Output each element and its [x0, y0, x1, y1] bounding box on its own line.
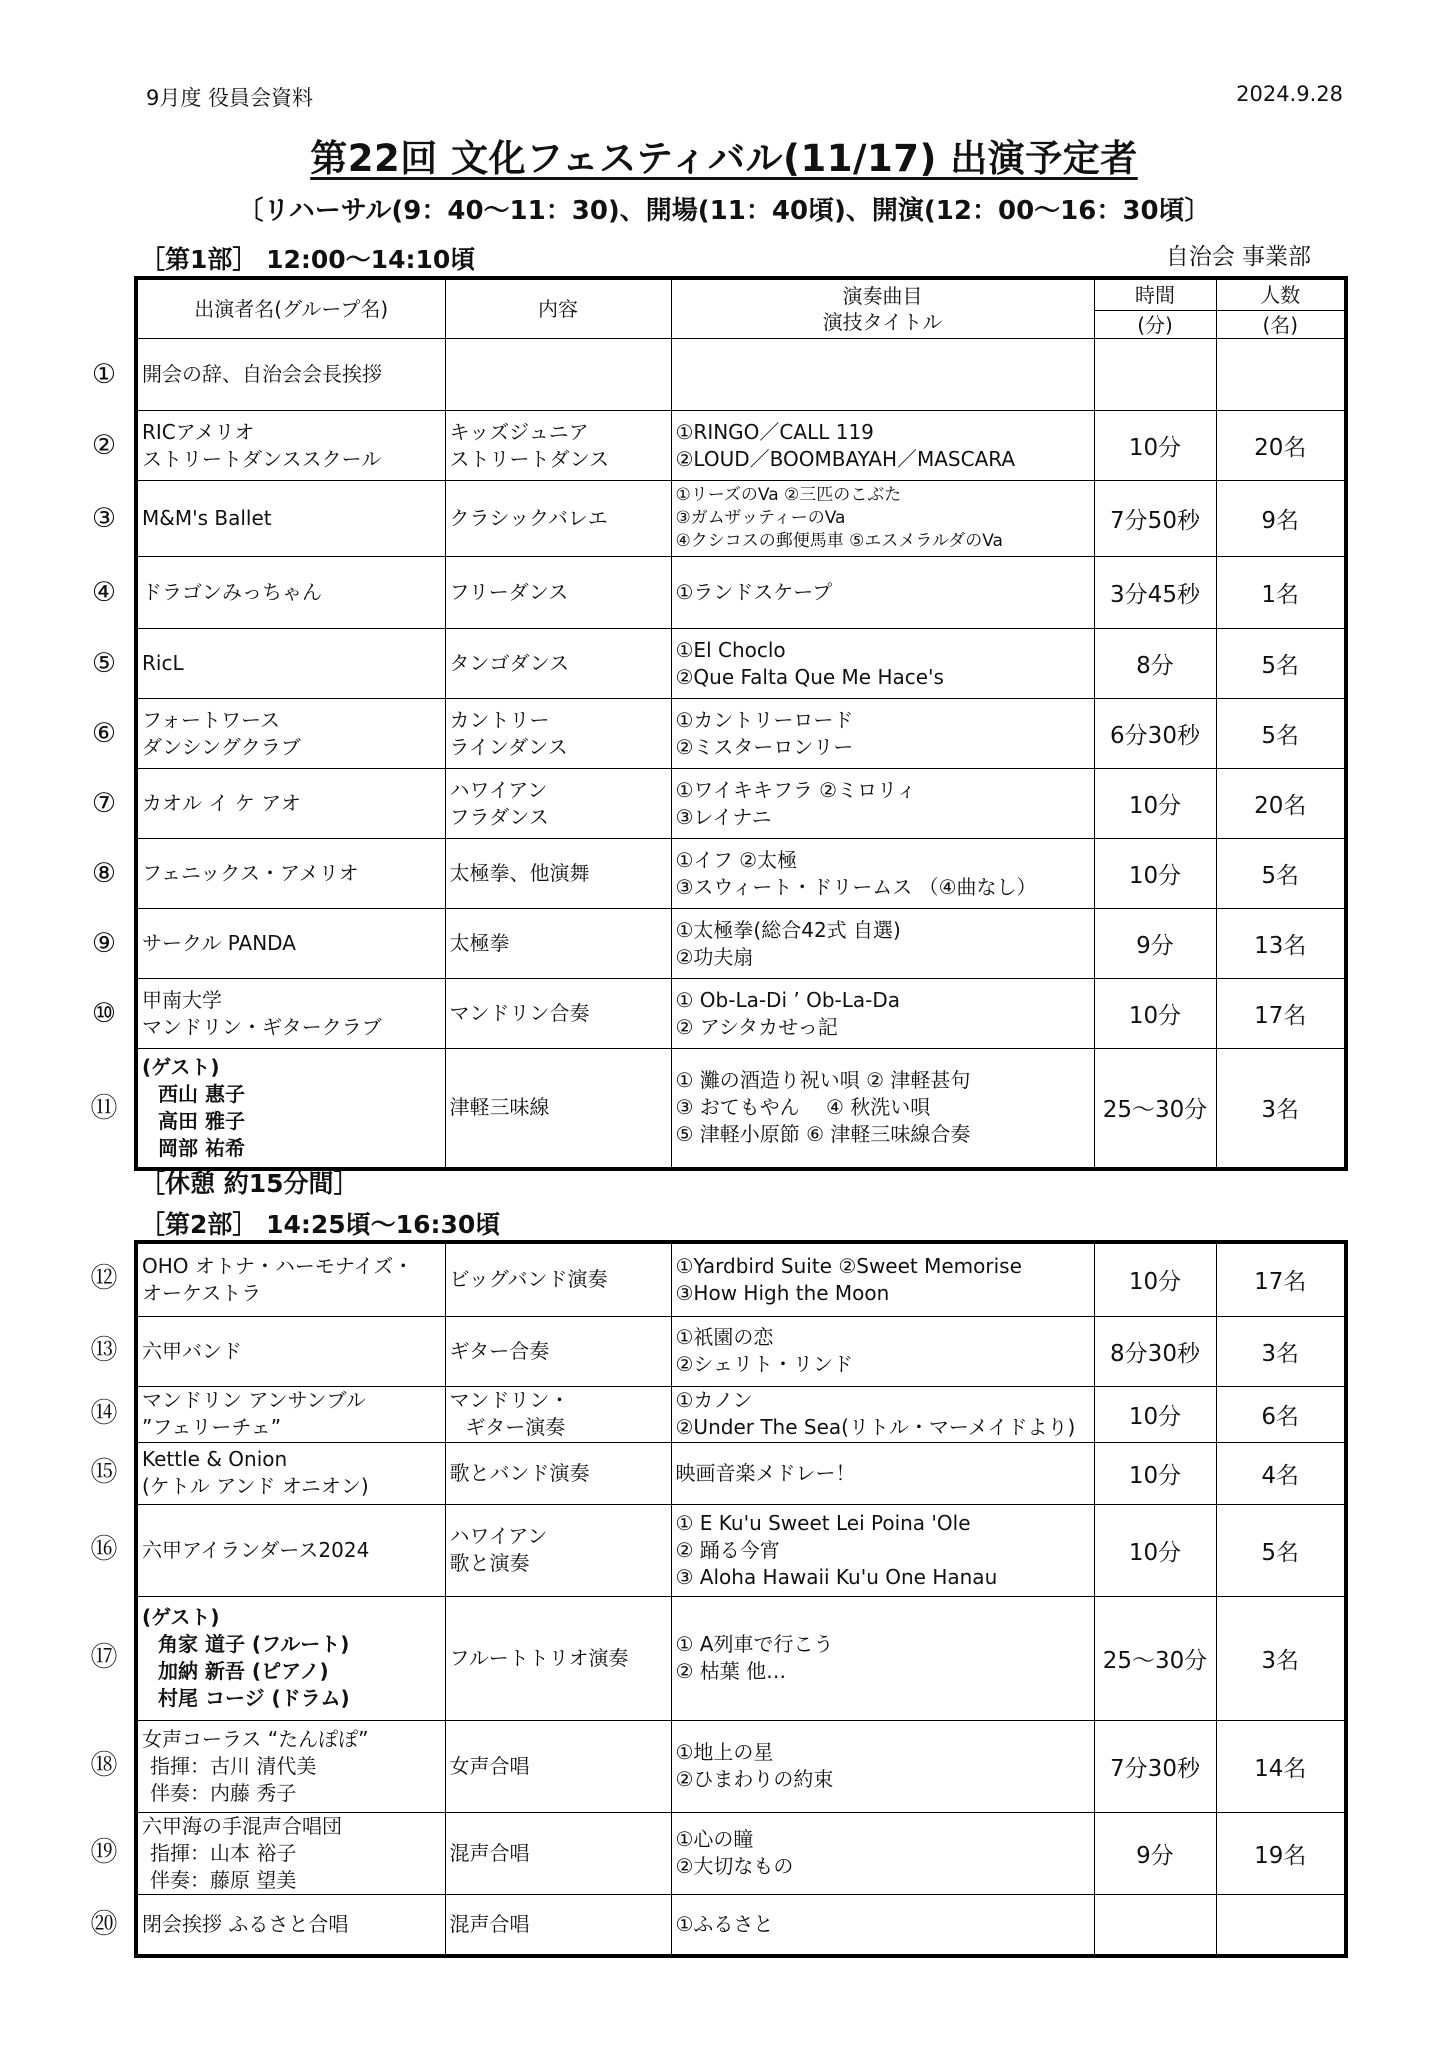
performer-cell [136, 1386, 445, 1442]
songs-cell [671, 839, 1094, 909]
cont-line: ラインダンス [449, 734, 568, 759]
perf-line: 六甲海の手混声合唱団 [142, 1813, 342, 1838]
perf-line: 指揮：山本 裕子 [150, 1840, 297, 1865]
time-cell: 10分 [1094, 1242, 1216, 1316]
time-cell: 9分 [1094, 1812, 1216, 1894]
table-row [136, 1316, 1346, 1386]
time-cell: 3分45秒 [1094, 557, 1216, 629]
cont-line: フリーダンス [449, 580, 569, 604]
time-cell: 8分30秒 [1094, 1316, 1216, 1386]
time-cell: 7分50秒 [1094, 481, 1216, 557]
song-line: ③ Aloha Hawaii Ku'u One Hanau [675, 1564, 998, 1589]
time-cell [1094, 339, 1216, 411]
time-cell: 6分30秒 [1094, 699, 1216, 769]
song-line: ①El Choclo [675, 637, 786, 662]
perf-line: 開会の辞、自治会会長挨拶 [142, 362, 382, 386]
cont-line: 混声合唱 [449, 1840, 530, 1865]
song-line: ① E Ku'u Sweet Lei Poina 'Ole [675, 1510, 971, 1535]
row-number: ⑩ [91, 997, 117, 1029]
performer-cell [136, 699, 445, 769]
perf-line: サークル PANDA [142, 931, 296, 955]
perf-line: (ケトル アンド オニオン) [142, 1474, 369, 1498]
cont-line: ビッグバンド演奏 [449, 1267, 608, 1292]
people-cell: 13名 [1216, 909, 1346, 979]
part1-table [134, 276, 1348, 1171]
cont-line: 太極拳、他演舞 [449, 861, 590, 885]
song-line: ③ガムザッティーのVa [675, 508, 846, 528]
perf-line: 村尾 コージ (ドラム) [158, 1686, 350, 1710]
table-row [136, 1386, 1346, 1442]
perf-line: マンドリン・ギタークラブ [142, 1014, 382, 1039]
time-cell: 10分 [1094, 979, 1216, 1049]
table-row [136, 909, 1346, 979]
table-row [136, 1242, 1346, 1316]
songs-cell [671, 1596, 1094, 1720]
cont-line: クラシックバレエ [449, 506, 608, 530]
content-cell [445, 909, 671, 979]
table-row [136, 411, 1346, 481]
performer-cell [136, 909, 445, 979]
content-cell [445, 769, 671, 839]
songs-cell [671, 1442, 1094, 1504]
people-cell: 6名 [1216, 1386, 1346, 1442]
row-number: ⑥ [91, 717, 117, 749]
table-header-row [136, 278, 1346, 311]
department-label: 自治会 事業部 [1165, 244, 1311, 270]
people-cell: 3名 [1216, 1316, 1346, 1386]
perf-line: 六甲アイランダース2024 [142, 1537, 370, 1562]
part2-table [134, 1240, 1348, 1958]
song-line: ①カントリーロード [675, 707, 854, 732]
time-cell: 7分30秒 [1094, 1720, 1216, 1812]
song-line: ⑤ 津軽小原節 ⑥ 津軽三味線合奏 [675, 1122, 971, 1147]
table-row [136, 557, 1346, 629]
row-number: ⑫ [90, 1263, 118, 1294]
cont-line: フルートトリオ演奏 [449, 1645, 629, 1670]
perf-line: RicL [142, 651, 184, 675]
cont-line: フラダンス [449, 804, 549, 829]
row-number: ⑧ [91, 857, 117, 889]
cont-line: マンドリン合奏 [449, 1001, 590, 1025]
col-header-people: 人数 [1216, 278, 1346, 311]
table-row [136, 1504, 1346, 1596]
song-line: ②LOUD／BOOMBAYAH／MASCARA [675, 446, 1016, 471]
cont-line: カントリー [449, 707, 550, 732]
col-header-songs-line2: 演技タイトル [822, 310, 943, 334]
song-line: ③スウィート・ドリームス （④曲なし） [675, 874, 1037, 899]
people-cell: 9名 [1216, 481, 1346, 557]
perf-line: 伴奏：内藤 秀子 [150, 1780, 297, 1805]
content-cell [445, 1442, 671, 1504]
cont-line: マンドリン・ [449, 1388, 570, 1412]
perf-line: Kettle & Onion [142, 1447, 288, 1471]
row-number: ⑤ [91, 647, 117, 679]
people-cell: 3名 [1216, 1596, 1346, 1720]
songs-cell [671, 1720, 1094, 1812]
people-cell: 17名 [1216, 1242, 1346, 1316]
schedule-subtitle: 〔リハーサル(9：40～11：30)、開場(11：40頃)、開演(12：00～16：30頃〕 [237, 196, 1211, 226]
perf-line: 高田 雅子 [158, 1108, 245, 1133]
cont-line: ハワイアン [449, 1524, 548, 1548]
row-number: ⑱ [90, 1750, 118, 1781]
people-cell: 3名 [1216, 1049, 1346, 1169]
time-cell: 10分 [1094, 1386, 1216, 1442]
performer-cell [136, 339, 445, 411]
table-row [136, 1812, 1346, 1894]
song-line: ①Yardbird Suite ②Sweet Memorise [675, 1253, 1022, 1278]
content-cell [445, 629, 671, 699]
content-cell [445, 1596, 671, 1720]
content-cell [445, 557, 671, 629]
cont-line: タンゴダンス [449, 651, 570, 675]
table-row [136, 629, 1346, 699]
content-cell [445, 1242, 671, 1316]
part2-label: ［第2部］ 14:25頃～16:30頃 [140, 1210, 501, 1239]
song-line: ②功夫扇 [675, 944, 754, 969]
time-cell: 10分 [1094, 411, 1216, 481]
songs-cell [671, 1316, 1094, 1386]
perf-line: 指揮：古川 清代美 [150, 1753, 317, 1778]
performer-cell [136, 1720, 445, 1812]
performer-cell [136, 411, 445, 481]
perf-line: OHO オトナ・ハーモナイズ・ [142, 1253, 414, 1278]
col-header-songs-line1: 演奏曲目 [842, 284, 923, 308]
perf-line: 閉会挨拶 ふるさと合唱 [142, 1911, 349, 1936]
content-cell [445, 1386, 671, 1442]
people-cell: 5名 [1216, 699, 1346, 769]
content-cell [445, 1720, 671, 1812]
table-row [136, 769, 1346, 839]
part1-label: ［第1部］ 12:00～14:10頃 [140, 245, 476, 274]
song-line: ①RINGO／CALL 119 [675, 419, 874, 444]
song-line: ①太極拳(総合42式 自選) [675, 917, 901, 942]
cont-line: ハワイアン [449, 777, 548, 802]
row-number: ⑳ [90, 1909, 118, 1940]
time-cell: 9分 [1094, 909, 1216, 979]
cont-line: ストリートダンス [449, 446, 610, 471]
col-header-time-unit: (分) [1094, 311, 1216, 339]
people-cell [1216, 1894, 1346, 1956]
song-line: ②Que Falta Que Me Hace's [675, 664, 944, 689]
table-row [136, 1442, 1346, 1504]
cont-line: 歌とバンド演奏 [449, 1460, 590, 1485]
perf-line: ドラゴンみっちゃん [142, 580, 322, 604]
content-cell [445, 1316, 671, 1386]
content-cell [445, 1812, 671, 1894]
people-cell: 1名 [1216, 557, 1346, 629]
song-line: ②Under The Sea(リトル・マーメイドより) [675, 1415, 1076, 1439]
people-cell: 5名 [1216, 839, 1346, 909]
col-header-people-unit: (名) [1216, 311, 1346, 339]
content-cell [445, 339, 671, 411]
content-cell [445, 1504, 671, 1596]
song-line: ①ランドスケープ [675, 580, 833, 604]
songs-cell [671, 557, 1094, 629]
people-cell [1216, 339, 1346, 411]
cont-line: ギター演奏 [465, 1415, 566, 1439]
song-line: ③レイナニ [675, 804, 772, 829]
cont-line: 津軽三味線 [449, 1095, 550, 1120]
perf-line: M&M's Ballet [142, 506, 272, 530]
perf-line: オーケストラ [142, 1280, 262, 1305]
row-number: ⑪ [90, 1092, 118, 1124]
song-line: ① A列車で行こう [675, 1632, 834, 1656]
row-number: ③ [91, 502, 117, 534]
song-line: ①地上の星 [675, 1740, 774, 1764]
performer-cell [136, 1894, 445, 1956]
table-row [136, 481, 1346, 557]
performer-cell [136, 979, 445, 1049]
document-date: 2024.9.28 [1236, 82, 1343, 106]
song-line: ②大切なもの [675, 1854, 794, 1878]
people-cell: 14名 [1216, 1720, 1346, 1812]
people-cell: 5名 [1216, 629, 1346, 699]
people-cell: 5名 [1216, 1504, 1346, 1596]
performer-cell [136, 1242, 445, 1316]
song-line: ②ひまわりの約束 [675, 1767, 834, 1791]
perf-line: カオル イ ケ アオ [142, 791, 301, 815]
people-cell: 20名 [1216, 769, 1346, 839]
songs-cell [671, 339, 1094, 411]
song-line: ①イフ ②太極 [675, 847, 798, 872]
song-line: ①祇園の恋 [675, 1325, 774, 1349]
table-row [136, 839, 1346, 909]
row-number: ② [91, 429, 117, 461]
table-row [136, 1894, 1346, 1956]
perf-line: 西山 惠子 [158, 1081, 245, 1106]
time-cell: 10分 [1094, 839, 1216, 909]
row-number: ⑬ [90, 1335, 118, 1366]
song-line: ①心の瞳 [675, 1827, 754, 1851]
songs-cell [671, 699, 1094, 769]
song-line: ③ おてもやん ④ 秋洗い唄 [675, 1095, 931, 1120]
row-number: ⑰ [90, 1642, 118, 1673]
perf-line: 岡部 祐希 [158, 1135, 245, 1160]
people-cell: 4名 [1216, 1442, 1346, 1504]
row-number: ④ [91, 576, 117, 608]
songs-cell [671, 1504, 1094, 1596]
song-line: ② 枯葉 他… [675, 1659, 787, 1683]
performer-cell [136, 557, 445, 629]
time-cell: 10分 [1094, 769, 1216, 839]
song-line: ④クシコスの郵便馬車 ⑤エスメラルダのVa [675, 531, 1003, 551]
perf-line: 甲南大学 [142, 987, 222, 1012]
col-header-performer: 出演者名(グループ名) [136, 278, 445, 339]
song-line: ①カノン [675, 1388, 753, 1412]
perf-line: 六甲バンド [142, 1338, 242, 1363]
songs-cell [671, 629, 1094, 699]
performer-cell [136, 1442, 445, 1504]
song-line: ①ふるさと [675, 1911, 774, 1936]
performer-cell [136, 769, 445, 839]
song-line: ③How High the Moon [675, 1280, 890, 1305]
songs-cell [671, 909, 1094, 979]
songs-cell [671, 769, 1094, 839]
row-number: ⑨ [91, 927, 117, 959]
performer-cell [136, 1596, 445, 1720]
perf-line: 伴奏：藤原 望美 [150, 1867, 297, 1892]
performer-cell [136, 1504, 445, 1596]
time-cell: 8分 [1094, 629, 1216, 699]
cont-line: 太極拳 [449, 931, 510, 955]
song-line: ①リーズのVa ②三匹のこぶた [675, 485, 902, 505]
performer-cell [136, 839, 445, 909]
row-number: ⑯ [90, 1534, 118, 1565]
perf-line: ダンシングクラブ [142, 734, 301, 759]
perf-line: 女声コーラス “たんぽぽ” [142, 1726, 369, 1751]
table-row [136, 699, 1346, 769]
performer-cell [136, 1812, 445, 1894]
time-cell: 25～30分 [1094, 1596, 1216, 1720]
people-cell: 19名 [1216, 1812, 1346, 1894]
row-number: ⑲ [90, 1837, 118, 1868]
time-cell: 25～30分 [1094, 1049, 1216, 1169]
perf-line: (ゲスト) [142, 1605, 220, 1629]
break-label: ［休憩 約15分間］ [140, 1169, 359, 1198]
content-cell [445, 839, 671, 909]
content-cell [445, 481, 671, 557]
table-row [136, 979, 1346, 1049]
performer-cell [136, 1316, 445, 1386]
row-number: ⑦ [91, 787, 117, 819]
performer-cell [136, 481, 445, 557]
cont-line: 女声合唱 [449, 1753, 530, 1778]
song-line: ①ワイキキフラ ②ミロリィ [675, 777, 917, 802]
people-cell: 20名 [1216, 411, 1346, 481]
performer-cell [136, 629, 445, 699]
cont-line: 混声合唱 [449, 1911, 530, 1936]
perf-line: RICアメリオ [142, 419, 255, 444]
songs-cell [671, 1894, 1094, 1956]
song-line: ②シェリト・リンド [675, 1352, 854, 1376]
people-cell: 17名 [1216, 979, 1346, 1049]
table-row [136, 1720, 1346, 1812]
row-number: ⑮ [90, 1457, 118, 1488]
col-header-content: 内容 [445, 278, 671, 339]
song-line: 映画音楽メドレー！ [675, 1460, 856, 1485]
time-cell: 10分 [1094, 1442, 1216, 1504]
content-cell [445, 979, 671, 1049]
col-header-time: 時間 [1094, 278, 1216, 311]
document-label: 9月度 役員会資料 [146, 86, 314, 110]
perf-line: 加納 新吾 (ピアノ) [158, 1659, 329, 1683]
perf-line: ”フェリーチェ” [142, 1415, 282, 1439]
content-cell [445, 411, 671, 481]
perf-line: フェニックス・アメリオ [142, 861, 359, 885]
table-row [136, 339, 1346, 411]
time-cell: 10分 [1094, 1504, 1216, 1596]
page-title: 第22回 文化フェスティバル(11/17) 出演予定者 [310, 137, 1138, 180]
cont-line: キッズジュニア [449, 419, 589, 444]
row-number: ⑭ [90, 1398, 118, 1429]
song-line: ② アシタカせっ記 [675, 1014, 838, 1039]
songs-cell [671, 411, 1094, 481]
songs-cell [671, 481, 1094, 557]
content-cell [445, 1894, 671, 1956]
cont-line: 歌と演奏 [449, 1551, 530, 1575]
perf-line: 角家 道子 (フルート) [158, 1632, 350, 1656]
content-cell [445, 1049, 671, 1169]
songs-cell [671, 979, 1094, 1049]
songs-cell [671, 1049, 1094, 1169]
songs-cell [671, 1242, 1094, 1316]
content-cell [445, 699, 671, 769]
perf-line: (ゲスト) [142, 1054, 220, 1079]
song-line: ① 灘の酒造り祝い唄 ② 津軽甚句 [675, 1068, 971, 1093]
perf-line: フォートワース [142, 707, 280, 732]
performer-cell [136, 1049, 445, 1169]
time-cell [1094, 1894, 1216, 1956]
songs-cell [671, 1812, 1094, 1894]
table-row [136, 1596, 1346, 1720]
perf-line: ストリートダンススクール [142, 446, 382, 471]
song-line: ② 踊る今宵 [675, 1537, 780, 1562]
song-line: ① Ob-La-Di ’ Ob-La-Da [675, 987, 901, 1012]
song-line: ②ミスターロンリー [675, 734, 854, 759]
col-header-songs [671, 278, 1094, 339]
table-row [136, 1049, 1346, 1169]
cont-line: ギター合奏 [449, 1338, 550, 1363]
perf-line: マンドリン アンサンブル [142, 1388, 366, 1412]
songs-cell [671, 1386, 1094, 1442]
row-number: ① [91, 358, 117, 390]
